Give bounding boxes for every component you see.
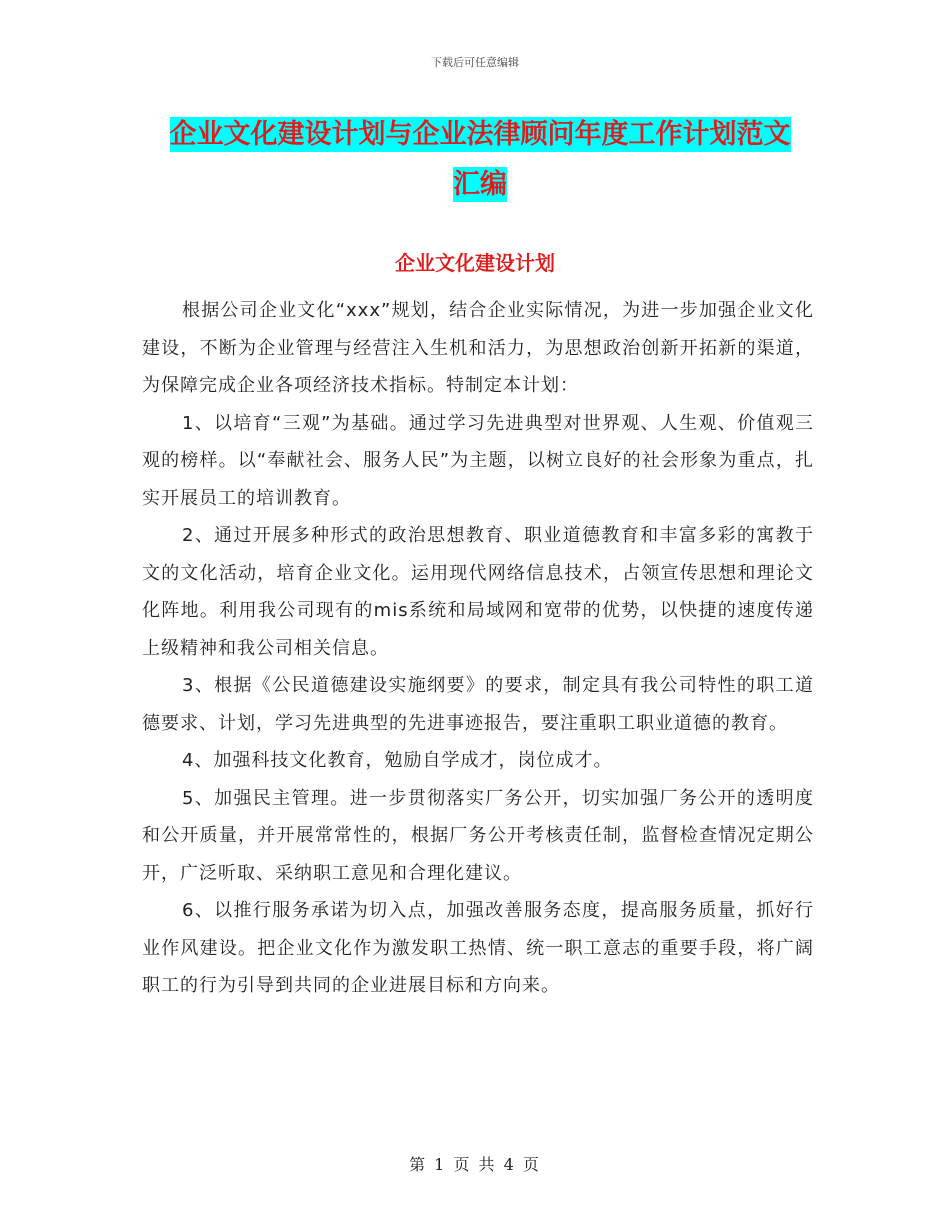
paragraph-item-4: 4、加强科技文化教育，勉励自学成才，岗位成才。 [182, 750, 613, 771]
document-title [150, 110, 810, 210]
document-title-line-2: 汇编 [453, 169, 507, 200]
paragraph-intro: 根据公司企业文化“xxx”规划，结合企业实际情况，为进一步加强企业文化建设，不断为企业管理与经营注入生机和活力，为思想政治创新开拓新的渠道，为保障完成企业各项经济技术指标。特制定本计划： [142, 300, 814, 396]
paragraph-item-6: 6、以推行服务承诺为切入点，加强改善服务态度，提高服务质量，抓好行业作风建设。把企业文化作为激发职工热情、统一职工意志的重要手段，将广阔职工的行为引导到共同的企业进展目标和方向来。 [142, 900, 814, 996]
paragraph-item-1: 1、以培育“三观”为基础。通过学习先进典型对世界观、人生观、价值观三观的榜样。以“奉献社会、服务人民”为主题，以树立良好的社会形象为重点，扎实开展员工的培训教育。 [142, 412, 814, 509]
document-title-line-1: 企业文化建设计划与企业法律顾问年度工作计划范文 [169, 119, 791, 150]
paragraph-item-2: 2、通过开展多种形式的政治思想教育、职业道德教育和丰富多彩的寓教于文的文化活动，培育企业文化。运用现代网络信息技术，占领宣传思想和理论文化阵地。利用我公司现有的mis系统和局域网和宽带的优势，以快捷的速度传递上级精神和我公司相关信息。 [142, 525, 814, 659]
section-title: 企业文化建设计划 [395, 251, 555, 275]
document-body [142, 292, 814, 1005]
page-footer: 第 1 页 共 4 页 [409, 1155, 541, 1174]
paragraph-item-3: 3、根据《公民道德建设实施纲要》的要求，制定具有我公司特性的职工道德要求、计划，学习先进典型的先进事迹报告，要注重职工职业道德的教育。 [142, 675, 814, 734]
header-note: 下载后可任意编辑 [431, 56, 519, 69]
paragraph-item-5: 5、加强民主管理。进一步贯彻落实厂务公开，切实加强厂务公开的透明度和公开质量，并开展常常性的，根据厂务公开考核责任制，监督检查情况定期公开，广泛听取、采纳职工意见和合理化建议。 [142, 787, 814, 884]
